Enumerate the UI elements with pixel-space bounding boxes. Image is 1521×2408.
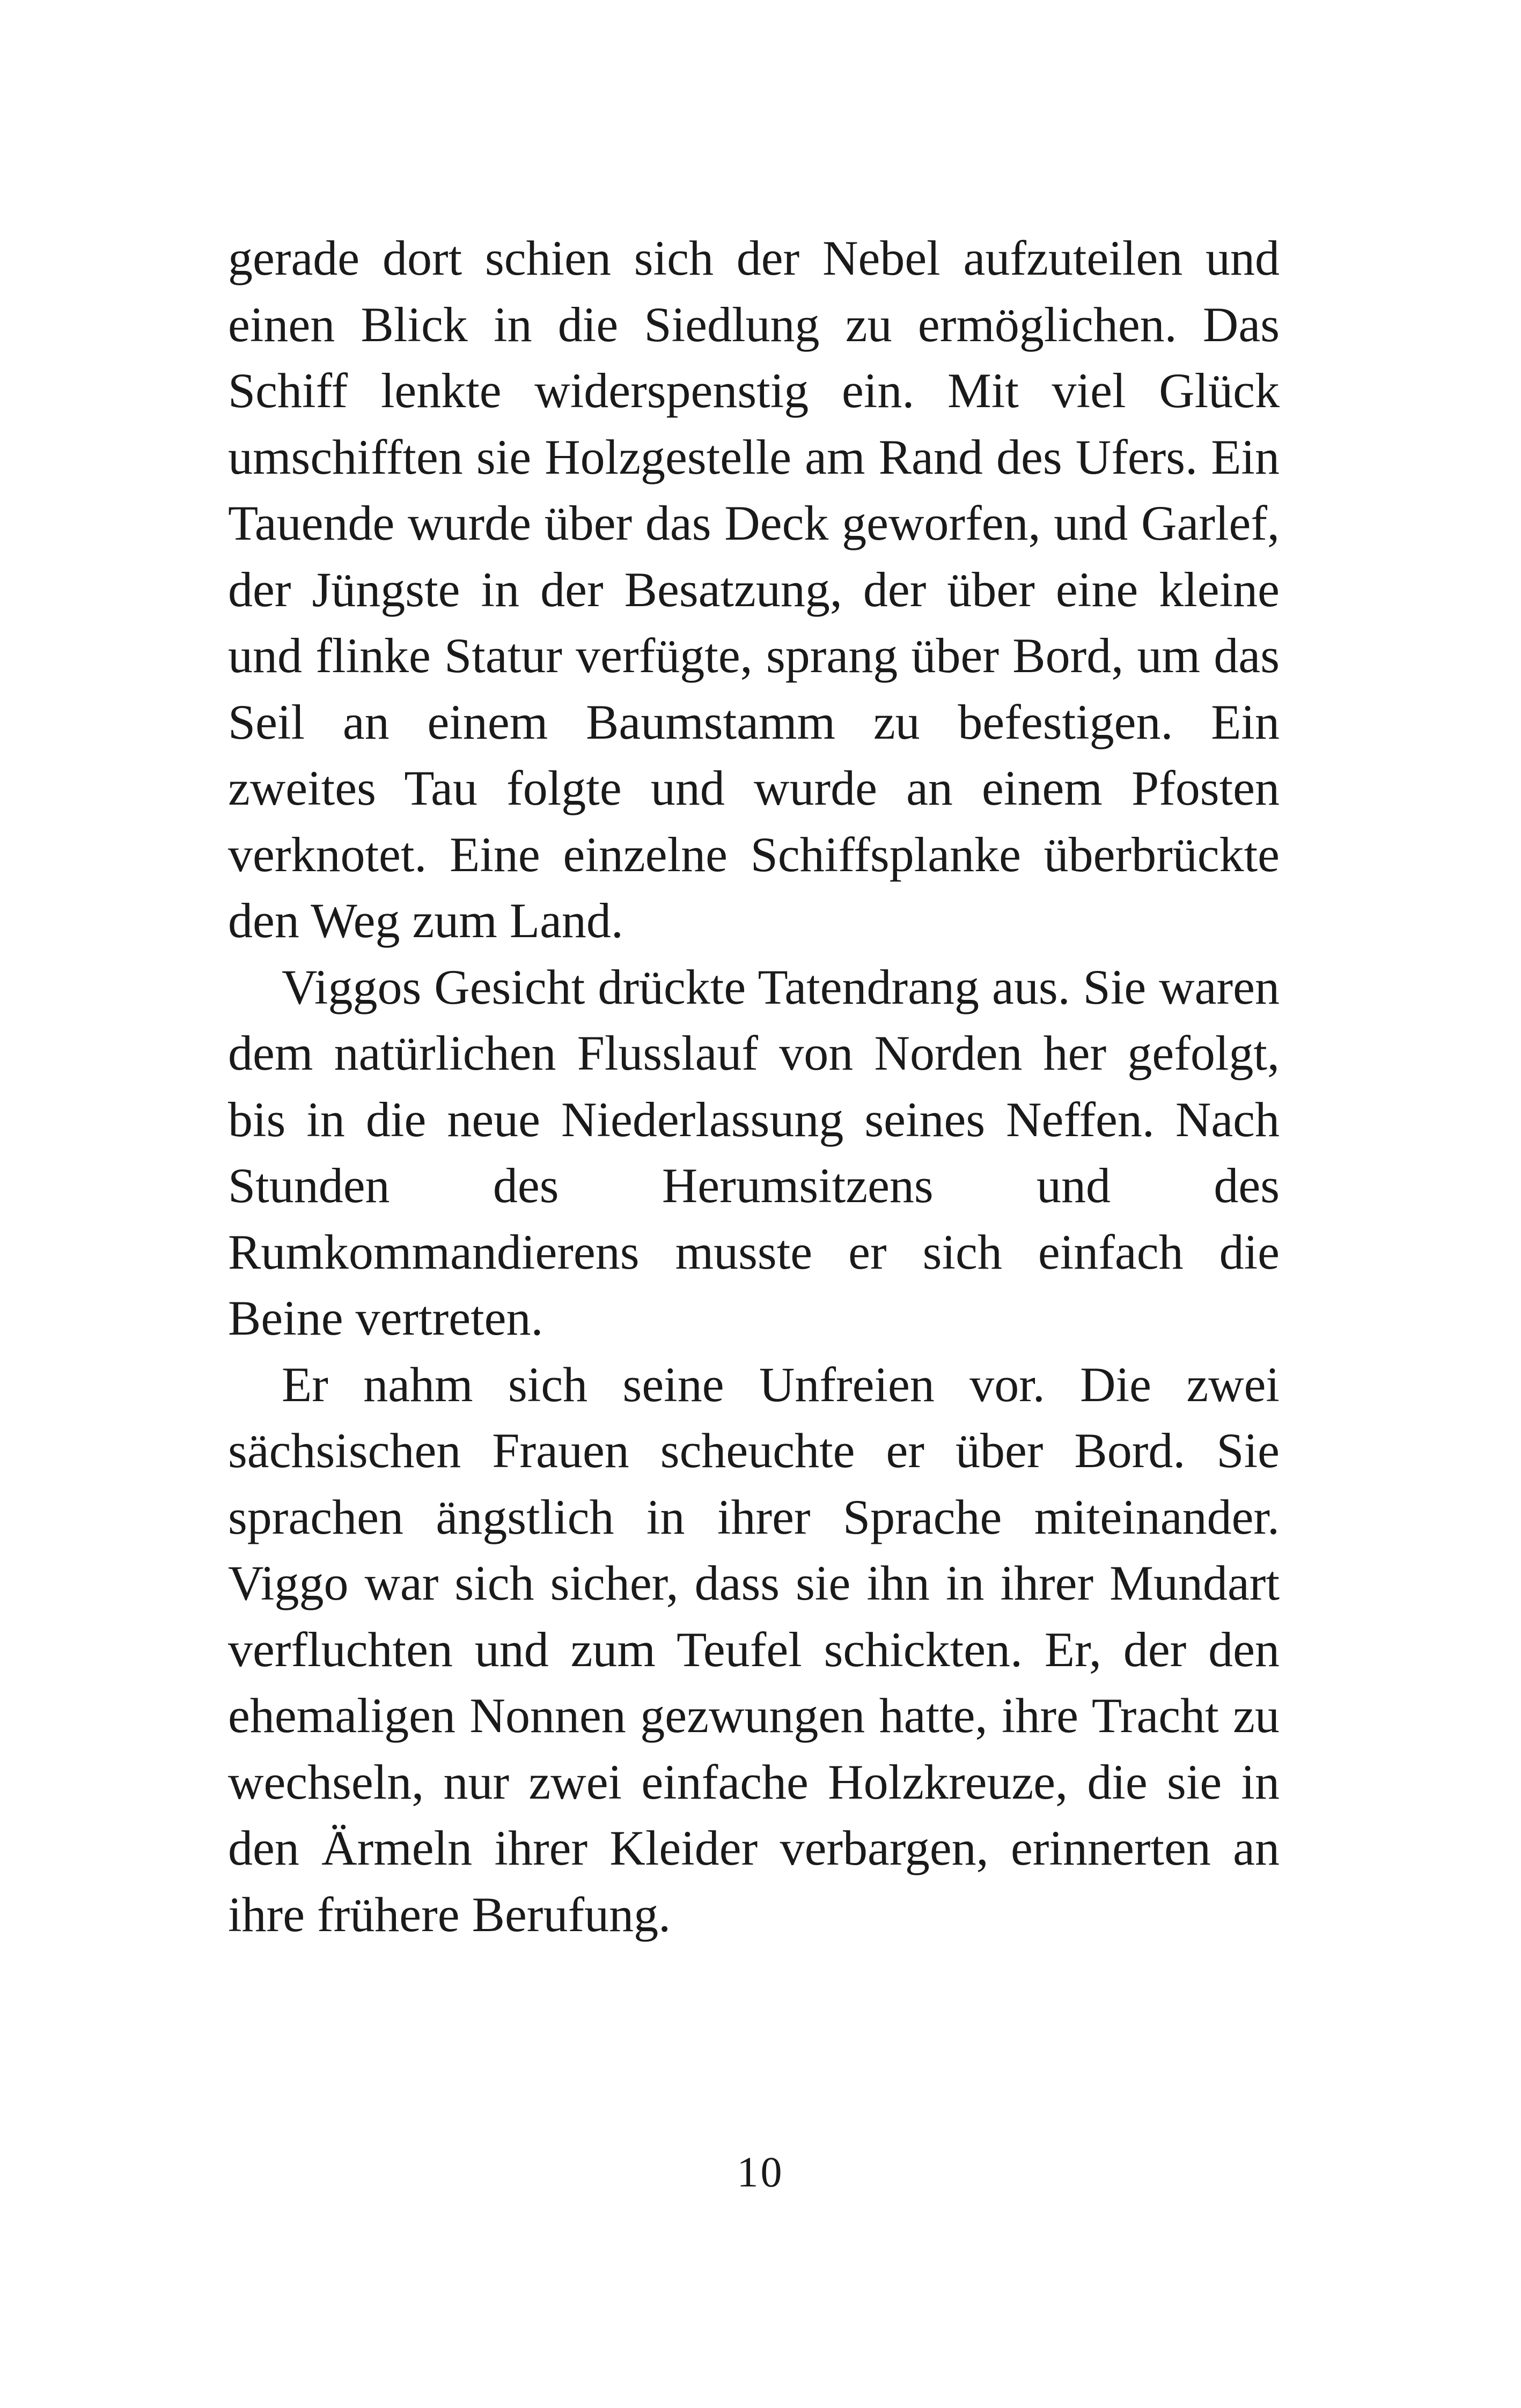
- page-number: 10: [737, 2149, 784, 2196]
- paragraph-viggo-face: Viggos Gesicht drückte Tatendrang aus. Sie waren dem natürlichen Flusslauf von Norden her gefolgt, bis in die neue Niederlassung seines Neffen. Nach Stunden des Herumsitzens und des Rumkommandierens musste er sich einfach die Beine vertreten.: [228, 959, 1280, 1345]
- paragraph-unfree-women: Er nahm sich seine Unfreien vor. Die zwei sächsischen Frauen scheuchte er über Bord. Sie sprachen ängstlich in ihrer Sprache miteinander. Viggo war sich sicher, dass sie ihn in ihrer Mundart verfluchten und zum Teufel schickten. Er, der den ehemaligen Nonnen gezwungen hatte, ihre Tracht zu wechseln, nur zwei einfache Holzkreuze, die sie in den Ärmeln ihrer Kleider verbargen, erinnerten an ihre frühere Berufung.: [228, 1357, 1280, 1942]
- book-page-text: [228, 225, 1280, 1948]
- paragraph-continued: gerade dort schien sich der Nebel aufzuteilen und einen Blick in die Siedlung zu ermöglichen. Das Schiff lenkte widerspenstig ein. Mit viel Glück umschifften sie Holzgestelle am Rand des Ufers. Ein Tauende wurde über das Deck geworfen, und Garlef, der Jüngste in der Besatzung, der über eine kleine und flinke Statur verfügte, sprang über Bord, um das Seil an einem Baumstamm zu befestigen. Ein zweites Tau folgte und wurde an einem Pfosten verknotet. Eine einzelne Schiffsplanke überbrückte den Weg zum Land.: [228, 231, 1280, 948]
